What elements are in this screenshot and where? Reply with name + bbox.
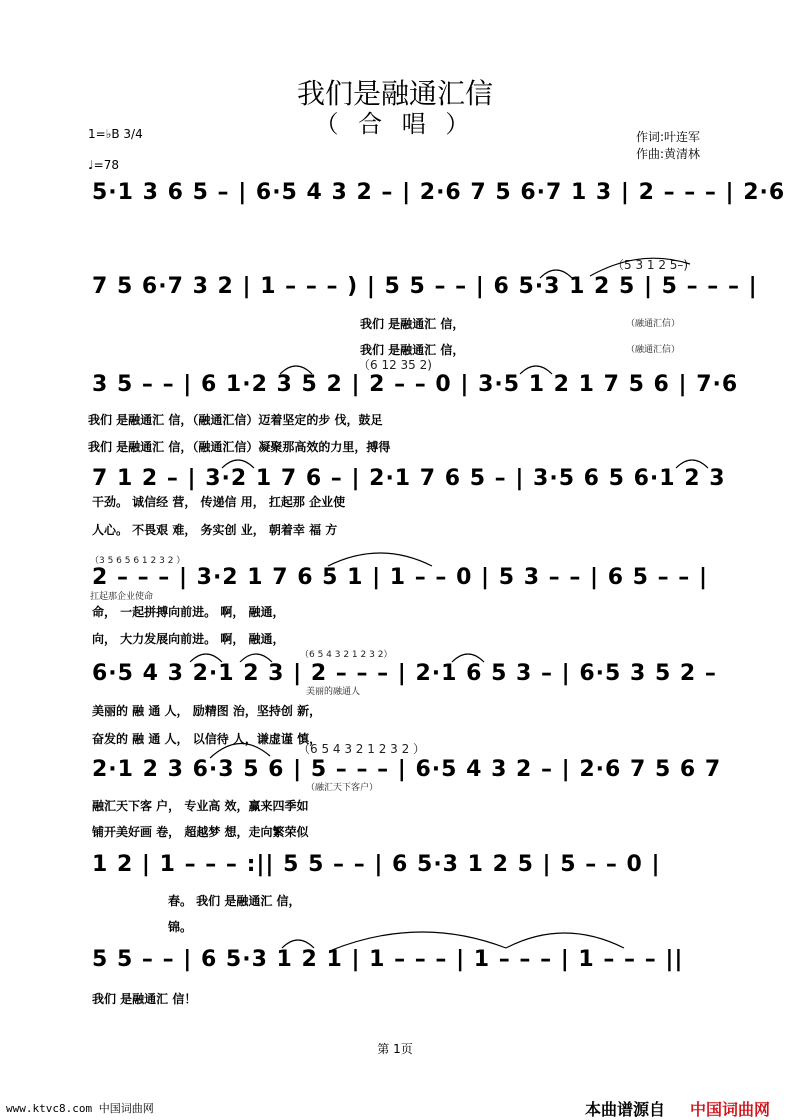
lyric-line-8a: 春。 我们 是融通汇 信， bbox=[168, 894, 301, 908]
lyric-line-6a: 美丽的 融 通 人， 励精图 治，坚持创 新， bbox=[92, 704, 322, 718]
lyric-line-5b: 向， 大力发展向前进。 啊， 融通， bbox=[92, 632, 285, 646]
annotation-line-7a: （6 5 4 3 2 1 2 3 2 ） bbox=[298, 742, 426, 756]
lyricist-credit: 作词:叶连军 bbox=[636, 130, 701, 144]
notation-line-2: 7 5 6·7 3 2 | 1 – – – ) | 5 5 – – | 6 5·3 1 2 5 | 5 – – – | bbox=[92, 274, 758, 299]
lyric-line-4a: 干劲。 诚信经 营， 传递信 用， 扛起那 企业使 bbox=[92, 495, 346, 509]
annotation-line-2a: （5 3 1 2 5–) bbox=[612, 258, 689, 272]
annotation-line-6b: 美丽的融通人 bbox=[306, 687, 361, 697]
brand-name[interactable]: 中国词曲网 bbox=[690, 1100, 771, 1119]
composer-credit: 作曲:黄清林 bbox=[636, 147, 701, 161]
notation-line-4: 7 1 2 – | 3·2 1 7 6 – | 2·1 7 6 5 – | 3·5 6 5 6·1 2 3 bbox=[92, 466, 726, 491]
notation-line-3: 3 5 – – | 6 1·2 3 5 2 | 2 – – 0 | 3·5 1 2 1 7 5 6 | 7·6 bbox=[92, 372, 739, 397]
annotation-line-2c: （融通汇信） bbox=[626, 345, 681, 355]
annotation-line-6a: （6 5 4 3 2 1 2 3 2） bbox=[300, 650, 393, 660]
notation-line-7: 2·1 2 3 6·3 5 6 | 5 – – – | 6·5 4 3 2 – | 2·6 7 5 6 7 bbox=[92, 757, 722, 782]
lyric-line-3b: 我们 是融通汇 信，（融通汇信）凝聚那高效的力里，搏得 bbox=[88, 440, 391, 454]
annotation-line-2b: （融通汇信） bbox=[626, 319, 681, 329]
site-url: www.ktvc8.com 中国词曲网 bbox=[6, 1102, 154, 1115]
lyric-line-7b: 铺开美好画 卷， 超越梦 想，走向繁荣似 bbox=[92, 825, 309, 839]
lyric-line-2a: 我们 是融通汇 信， bbox=[360, 317, 465, 331]
notation-line-6: 6·5 4 3 2·1 2 3 | 2 – – – | 2·1 6 5 3 – | 6·5 3 5 2 – bbox=[92, 661, 717, 686]
notation-line-1: 5·1 3 6 5 – | 6·5 4 3 2 – | 2·6 7 5 6·7 1 3 | 2 – – – | 2·6 bbox=[92, 180, 786, 205]
annotation-line-7b: （融汇天下客户） bbox=[306, 783, 379, 793]
lyric-line-7a: 融汇天下客 户， 专业高 效，赢来四季如 bbox=[92, 799, 309, 813]
tempo-marking: ♩=78 bbox=[88, 158, 119, 172]
song-subtitle: （ 合 唱 ） bbox=[314, 110, 476, 138]
key-signature: 1=♭B 3/4 bbox=[88, 127, 143, 141]
annotation-line-5a: （3 5 6 5 6 1 2 3 2 ） bbox=[90, 556, 186, 566]
annotation-line-5b: 扛起那企业使命 bbox=[90, 592, 154, 602]
song-title: 我们是融通汇信 bbox=[296, 77, 493, 110]
lyric-line-5a: 命， 一起拼搏向前进。 啊， 融通， bbox=[92, 605, 285, 619]
lyric-line-3a: 我们 是融通汇 信，（融通汇信）迈着坚定的步 伐，鼓足 bbox=[88, 413, 383, 427]
lyric-line-9: 我们 是融通汇 信！ bbox=[92, 992, 197, 1006]
lyric-line-2b: 我们 是融通汇 信， bbox=[360, 343, 465, 357]
lyric-line-6b: 奋发的 融 通 人， 以信待 人，谦虚谨 慎， bbox=[92, 732, 322, 746]
slur-mark bbox=[506, 933, 624, 948]
notation-line-9: 5 5 – – | 6 5·3 1 2 1 | 1 – – – | 1 – – – | 1 – – – || bbox=[92, 947, 684, 972]
notation-line-8: 1 2 | 1 – – – :|| 5 5 – – | 6 5·3 1 2 5 | 5 – – 0 | bbox=[92, 852, 661, 877]
notation-line-5: 2 – – – | 3·2 1 7 6 5 1 | 1 – – 0 | 5 3 – – | 6 5 – – | bbox=[92, 565, 708, 590]
lyric-line-4b: 人心。 不畏艰 难， 务实创 业， 朝着幸 福 方 bbox=[92, 523, 338, 537]
lyric-line-8b: 锦。 bbox=[168, 920, 193, 934]
page-number: 第 1页 bbox=[377, 1042, 413, 1056]
annotation-line-3: （6 12 35 2) bbox=[358, 358, 432, 372]
source-label: 本曲谱源自 bbox=[585, 1100, 666, 1119]
